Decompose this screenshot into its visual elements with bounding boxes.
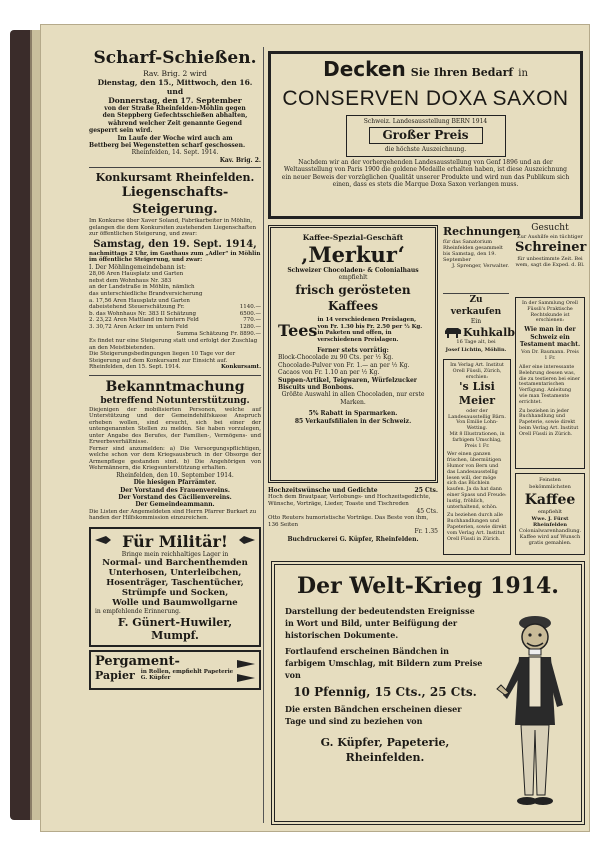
- kuhkalb-name: Josef Lichtin, Möhlin.: [445, 346, 507, 353]
- militaer-line: Strümpfe und Socken,: [121, 588, 229, 599]
- bekannt-sig4: Der Gemeindeammann.: [135, 501, 215, 509]
- pergament-text: in Rollen, empfiehlt Papeterie G. Küpfer: [140, 668, 234, 682]
- lisi-bezug: Zu beziehen durch alle Buchhandlungen und Papeterien, sowie direkt vom Verlag Art. Institut Orell Füssli in Zürich.: [447, 513, 507, 542]
- lisi-sub: oder der Landesausstellig Bärn.: [448, 408, 506, 421]
- konkurs-date: Samstag, den 19. Sept. 1914,: [93, 238, 257, 250]
- kaffee-ad: [515, 473, 585, 555]
- konkurs-text1: Es findet nur eine Steigerung statt und erfolgt der Zuschlag an den Meistbietenden.: [89, 337, 258, 351]
- bekannt-subtitle: betreffend Notunterstützung.: [100, 395, 250, 406]
- doxa-brand: CONSERVEN DOXA SAXON: [282, 87, 569, 110]
- doxa-prize: Großer Preis: [369, 127, 483, 144]
- konkurs-ad: [89, 171, 261, 371]
- lisi-verlag: Im Verlag Art. Institut Orell Füssli, Zürich, erschien:: [450, 363, 504, 380]
- konkurs-item: an der Landstraße in Möhlin, nämlich: [89, 284, 195, 291]
- konkurs-title: Konkursamt Rheinfelden.: [95, 171, 255, 185]
- weltkrieg-text2: Fortlaufend erscheinen Bändchen in farbigem Umschlag, mit Bildern zum Preise von: [285, 646, 483, 680]
- doxa-distinction: die höchste Auszeichnung.: [384, 146, 467, 154]
- doxa-expo: Schweiz. Landesausstellung BERN 1914: [363, 118, 488, 125]
- konkurs-item: b. das Wohnhaus Nr. 383 II Schätzung 6500.—: [89, 310, 261, 317]
- cow-icon: [443, 325, 463, 339]
- scharf-line3: Donnerstag, den 17. September: [108, 96, 242, 105]
- doxa-prize-box: [346, 115, 506, 157]
- hochzeit-line: Hochzeitswünsche und Gedichte 25 Cts.: [268, 487, 438, 494]
- scharf-line7: gesperrt sein wird.: [89, 127, 153, 135]
- bekannt-text2: Ferner sind anzumelden: a) Die Versorgungspflichtigen, welche schon vor dem Kriegsausbruch in der Obsorge der Armenpflege gestanden sind. b) Die Angehörigen von Wehrmännern, die Kriegsunterstützung erhalten.: [89, 445, 261, 472]
- weltkrieg-ad: [271, 561, 585, 825]
- hochzeit-line: Otto Reuters humoristische Vorträge. Das Beste von ihm, 136 Seiten: [268, 515, 429, 528]
- bekannt-date: Rheinfelden, den 10. September 1914.: [116, 471, 234, 479]
- merkur-ferner: Ferner stets vorrätig:: [317, 347, 389, 354]
- pointing-hand-icon: [94, 532, 112, 548]
- konkurs-time: nachmittags 2 Uhr, im Gasthaus zum „Adler“ in Möhlin im öffentliche Steigerung, und zwar:: [89, 250, 261, 264]
- bekannt-text3: Die Listen der Angemeldeten sind Herrn Pfarrer Burkart zu handen der Hilfskommission einzureichen.: [89, 508, 257, 522]
- testament-ad: [515, 297, 585, 469]
- rechnungen-name: J. Sprenger, Verwalter.: [452, 263, 509, 269]
- weltkrieg-price: 10 Pfennig, 15 Cts., 25 Cts.: [293, 685, 477, 699]
- konkurs-item: das unterschiedliche Brandversicherung: [89, 290, 203, 297]
- militaer-intro: Bringe mein reichhaltiges Lager in: [121, 550, 229, 558]
- kaffee-text1: Feinsten bekömmlichsten: [529, 477, 571, 491]
- testament-author: Von Dr. Baumann. Preis 1 Fr.: [521, 350, 579, 362]
- left-column: [89, 47, 261, 827]
- scharf-line6: während welcher Zeit genannte Gegend: [108, 119, 242, 127]
- pergament-ad: [89, 650, 261, 690]
- konkurs-item: 3. 30,72 Aren Acker im untern Feld 1280.—: [89, 323, 261, 330]
- kuhkalb-big: Kuhkalb: [463, 325, 515, 339]
- konkurs-item: 2. 23,22 Aren Mattland im hintern Feld 770.—: [89, 317, 261, 324]
- lisi-text: Wer einen ganzen frischen, übermütigen Humor von Bern und das Landesausstellig lesen will, der möge sich das Büchlein kaufen. Ja da hat dann einer Spass und Freude: lustig, fröhlich, unterhaltend, schön.: [447, 452, 507, 510]
- merkur-item: Chocolade-Pulver von Fr. 1.— an per ½ Kg.: [278, 361, 410, 369]
- testament-title: Wie man in der Schweiz ein Testament macht.: [519, 326, 581, 348]
- konkurs-intro: Im Konkurse über Xaver Soland, Fabrikarbeiter in Möhlin, gelangen die dem Konkursiten zustehenden Liegenschaften zur öffentlichen Steigerung, und zwar:: [89, 218, 256, 238]
- merkur-item: Cacaos von Fr. 1.10 an per ½ Kg.: [278, 369, 380, 377]
- weltkrieg-text3: Die ersten Bändchen erscheinen dieser Tage und sind zu beziehen von: [285, 704, 462, 726]
- kaffee-big: Kaffee: [524, 491, 576, 508]
- lisi-title: 's Lisi Meier: [458, 380, 496, 408]
- konkurs-subtitle: Liegenschafts-Steigerung.: [121, 185, 229, 218]
- arrow-icon: [235, 654, 257, 688]
- bekanntmachung-ad: [89, 379, 261, 522]
- doxa-ad: [268, 51, 583, 219]
- lisi-ad: [443, 359, 511, 555]
- merkur-verkauf: 85 Verkaufsfilialen in der Schweiz.: [294, 417, 412, 425]
- merkur-coffee: frisch gerösteten Kaffees: [295, 282, 411, 313]
- page-edges: [30, 30, 40, 820]
- bekannt-text1: Diejenigen der mobilisierten Personen, welche auf Unterstützung und der Gemeindehilfskasse Anspruch erheben wollen, sind ersucht, sich bei einer der untengenannten Stellen zu melden. Sie haben vorzulegen, unter Angabe des Berufes, der Familien-, Vermögens- und Erwerbsverhältnisse.: [89, 406, 261, 446]
- bekannt-sig1: Die hiesigen Pfarrämter.: [133, 479, 217, 487]
- hochzeit-sign: Buchdruckerei G. Küpfer, Rheinfelden.: [287, 535, 419, 543]
- scharf-line9: Bettberg bei Wegenstetten scharf geschossen.: [89, 142, 246, 150]
- kaffee-text2: empfiehlt: [537, 508, 563, 515]
- konkurs-items: [89, 271, 261, 330]
- militaer-line: Normal- und Barchenthemden: [102, 558, 248, 569]
- scharf-schiessen-ad: [89, 47, 261, 164]
- rechnungen-title: Rechnungen: [443, 225, 521, 238]
- kaffee-name: Wwe. J. Fürst Rheinfelden: [531, 516, 569, 529]
- scharf-line2: Dienstag, den 15., Mittwoch, den 16. und: [97, 78, 253, 96]
- militaer-line: Unterhosen, Unterleibchen,: [108, 568, 242, 579]
- doxa-bedarf: Sie Ihren Bedarf: [410, 66, 514, 79]
- testament-text2: Aller eine interessante Belehrung dessen was, die zu testieren bei einer testamentarischen Verfügung. Anleitung wie man Testamente errichtet.: [519, 365, 580, 405]
- gesucht-title: Gesucht: [531, 223, 569, 233]
- bekannt-title: Bekanntmachung: [105, 378, 245, 395]
- pointing-hand-icon: [238, 532, 256, 548]
- kuhkalb-ein: Ein: [470, 318, 482, 325]
- merkur-tees-text: in 14 verschiedenen Preislagen, von Fr. 1.30 bis Fr. 2.50 per ½ Kg. in Paketen und offen, in verschiedenen Preislagen.: [317, 316, 423, 344]
- militaer-ad: [89, 527, 261, 647]
- merkur-title2: ‚Merkur‘: [301, 242, 405, 267]
- scharf-line5: den Steppberg Gefechtsschießen abhalten,: [102, 112, 248, 120]
- merkur-item: Biscuits und Bonbons.: [278, 384, 354, 392]
- merkur-empfiehlt: empfiehlt: [338, 274, 368, 282]
- kuhkalb-text: 16 Tage alt, bei: [456, 339, 496, 346]
- militaer-erinnerung: in empfehlende Erinnerung.: [95, 608, 181, 616]
- newspaper-page: [40, 24, 590, 832]
- divider: [89, 375, 261, 376]
- kuhkalb-title: Zu verkaufen: [450, 295, 502, 317]
- militaer-city: Mumpf.: [151, 628, 199, 642]
- gesucht-ad: [515, 223, 585, 293]
- militaer-firm: F. Günert-Huwiler,: [117, 615, 233, 629]
- weltkrieg-title: Der Welt-Krieg 1914.: [297, 573, 559, 599]
- merkur-item: Block-Chocolade zu 90 Cts. per ½ Kg.: [278, 354, 394, 362]
- lisi-author: Von Emilie Lohn-Wetting.: [456, 420, 498, 432]
- konkurs-item: 28,06 Aren Hausplatz und Garten: [89, 271, 184, 278]
- scharf-line4: von der Straße Rheinfelden-Möhlin gegen: [104, 105, 246, 112]
- konkurs-gemeindebann: I. Der Möhlingemeindebann ist:: [89, 263, 186, 271]
- weltkrieg-text1: Darstellung der bedeutendsten Ereignisse in Wort und Bild, unter Beifügung der historischen Dokumente.: [285, 606, 475, 640]
- merkur-item: Suppen-Artikel, Teigwaren, Würfelzucker: [278, 376, 417, 384]
- gesucht-text2: für unbestimmte Zeit. Bei wem, sagt die Exped. d. Bl.: [515, 256, 585, 268]
- hochzeit-price: Fr. 1.35: [414, 528, 438, 536]
- testament-text3: Zu beziehen in jeder Buchhandlung und Papeterie, sowie direkt beim Verlag Art. Institut Orell Füssli in Zürich.: [519, 408, 579, 437]
- merkur-ad: [268, 225, 438, 483]
- konkurs-item: dabeistehend Steuerschätzung Fr. 1140.—: [89, 304, 261, 311]
- merkur-rabatt: 5% Rabatt in Sparmarken.: [308, 410, 398, 418]
- newsboy-illustration: [493, 605, 573, 815]
- bekannt-sig2: Der Vorstand des Frauenvereins.: [120, 486, 230, 494]
- scharf-sign: Kav. Brig. 2.: [219, 156, 261, 164]
- pergament-title: Pergament-: [95, 653, 180, 669]
- doxa-in: in: [518, 68, 528, 79]
- doxa-decken: Decken: [323, 57, 406, 81]
- scharf-title: Scharf-Schießen.: [93, 48, 257, 68]
- column-rule: [263, 47, 264, 823]
- scharf-date: Rheinfelden, 14. Sept. 1914.: [131, 149, 219, 157]
- konkurs-item: nebst dem Wohnhaus Nr. 383: [89, 277, 172, 284]
- merkur-title1: Kaffee-Spezial-Geschäft: [302, 233, 404, 242]
- divider: [89, 167, 261, 168]
- weltkrieg-firm: G. Küpfer, Papeterie,: [320, 736, 450, 749]
- konkurs-footer: Rheinfelden, den 15. Sept. 1914. Konkursamt.: [89, 364, 261, 371]
- kaffee-text3: Colonialwarenhandlung. Kaffee wird auf Wunsch gratis gemahlen.: [519, 528, 582, 547]
- lisi-price: Mit 8 Illustrationen, in farbigem Umschlag, Preis 1 Fr.: [449, 431, 505, 449]
- kuhkalb-ad: [443, 293, 515, 355]
- rechnungen-ad: [443, 225, 521, 287]
- gesucht-text1: Zur Aushilfe ein tüchtiger: [517, 234, 583, 240]
- testament-text1: In der Sammlung Orell Füssli's Praktische Rechtskunde ist erschienen:: [522, 301, 578, 324]
- merkur-subtitle: Schweizer Chocoladen- & Colonialhaus: [287, 267, 419, 274]
- weltkrieg-city: Rheinfelden.: [345, 751, 425, 764]
- hochzeit-listing: [268, 487, 438, 547]
- militaer-line: Wolle und Baumwollgarne: [112, 598, 238, 609]
- scharf-line1: Rav. Brig. 2 wird: [143, 69, 207, 78]
- merkur-tees: Tees: [278, 320, 318, 340]
- militaer-title: Für Militär!: [122, 531, 228, 551]
- konkurs-summe: Summa Schätzung Fr. 8890.—: [176, 330, 261, 337]
- pergament-title2: Papier: [95, 668, 135, 682]
- rechnungen-text: für das Sanatorium Rheinfelden gesammelt bis Samstag, den 19. September: [443, 239, 503, 263]
- bekannt-sig3: Der Vorstand des Cäcilienvereins.: [118, 493, 232, 501]
- scharf-line8: Im Laufe der Woche wird auch am: [117, 134, 233, 142]
- doxa-text: Nachdem wir an der vorhergehenden Landesausstellung von Genf 1896 und an der Weltausstellung von Paris 1900 die goldene Medaille erhalten haben, ist diese Auszeichnung ein neuer Beweis der vorzüglichen Qualität unserer Produkte und wird nun das Publikum sich einen, dass es stets die Marque Doxa Saxon verlangen muss.: [281, 158, 570, 189]
- konkurs-text2: Die Steigerungsbedingungen liegen 10 Tage vor der Steigerung auf dem Konkursamt zur Einsicht auf.: [89, 351, 236, 364]
- merkur-item: Größte Auswahl in allen Chocoladen, nur erste Marken.: [281, 391, 425, 406]
- hochzeit-line: Hoch dem Brautpaar, Verlobungs- und Hochzeitsgedichte, Wünsche, Vorträge, Lieder, Toaste und Tischreden: [268, 494, 431, 507]
- militaer-line: Hosenträger, Taschentücher,: [106, 578, 244, 589]
- hochzeit-price: 45 Cts.: [416, 507, 438, 515]
- konkurs-item: a. 17,56 Aren Hausplatz und Garten: [89, 297, 190, 304]
- gesucht-big: Schreiner: [515, 240, 587, 255]
